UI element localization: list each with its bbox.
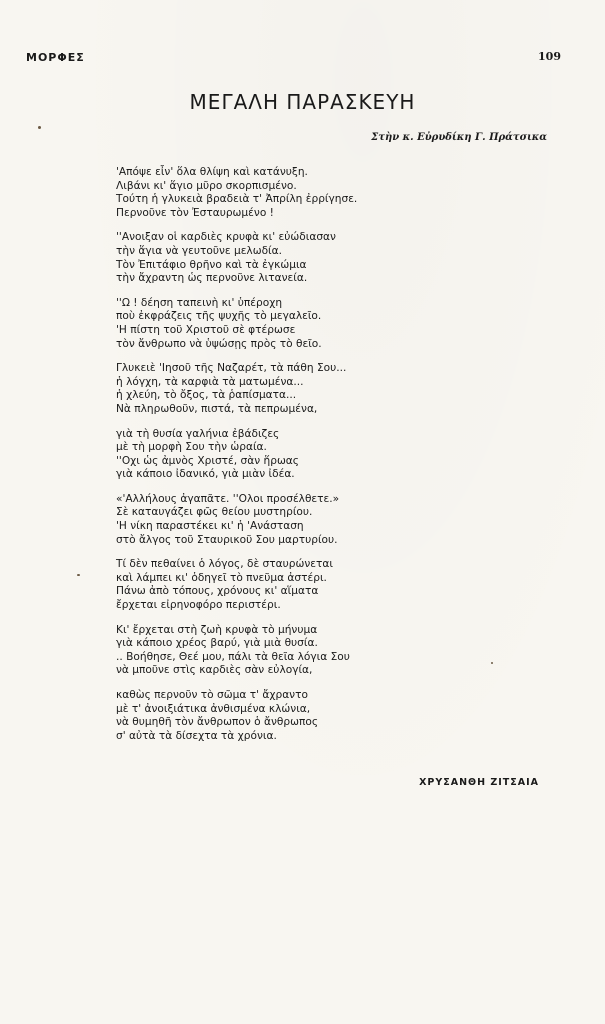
stanza [116,428,536,482]
stanza [116,558,536,612]
poem-line: ''Ω ! δέηση ταπεινὴ κι' ὑπέροχη [116,296,283,309]
poem-line: καθὼς περνοῦν τὸ σῶμα τ' ἄχραντο [116,689,308,701]
stanza [116,493,536,547]
stanza [116,689,536,743]
poem-line: Τὸν Ἐπιτάφιο θρῆνο καὶ τὰ ἐγκώμια [116,258,307,271]
stanza [116,362,536,416]
author-signature: ΧΡΥΣΑΝΘΗ ΖΙΤΣΑΙΑ [419,777,539,788]
poem-line: ἔρχεται εἰρηνοφόρο περιστέρι. [116,599,281,612]
poem-line: γιὰ κάποιο χρέος βαρύ, γιὰ μιὰ θυσία. [116,637,318,650]
poem-title [0,90,605,114]
poem-line: στὸ ἄλγος τοῦ Σταυρικοῦ Σου μαρτυρίου. [116,533,338,546]
poem-line: Κι' ἔρχεται στὴ ζωὴ κρυφὰ τὸ μήνυμα [116,623,318,636]
poem-line: Νὰ πληρωθοῦν, πιστά, τὰ πεπρωμένα, [116,402,318,415]
dedication: Στὴν κ. Εὐρυδίκη Γ. Πράτσικα [371,132,547,143]
stanza [116,166,536,220]
page-number: 109 [538,50,561,63]
magazine-name: ΜΟΡΦΕΣ [26,51,85,64]
poem-line: ἡ χλεύη, τὸ ὄξος, τὰ ῥαπίσματα... [116,389,297,402]
poem-line: γιὰ κάποιο ἰδανικό, γιὰ μιὰν ἰδέα. [116,468,295,481]
poem-line: μὲ τὴ μορφὴ Σου τὴν ὡραία. [116,441,267,454]
poem-line: Τούτη ἡ γλυκειὰ βραδειὰ τ' Ἀπρίλη ἐρρίγησε. [116,193,358,206]
poem-title-text: ΜΕΓΑΛΗ ΠΑΡΑΣΚΕΥΗ [189,90,416,114]
poem-line: τὴν ἅγια νὰ γευτοῦνε μελωδία. [116,244,282,257]
poem-line: «'Αλλήλους ἀγαπᾶτε. ''Ολοι προσέλθετε.» [116,492,340,505]
stanza [116,297,536,351]
poem-line: Λιβάνι κι' ἅγιο μῦρο σκορπισμένο. [116,179,297,192]
poem-line: μὲ τ' ἀνοιξιάτικα ἀνθισμένα κλώνια, [116,702,311,715]
poem-line: σ' αὐτὰ τὰ δίσεχτα τὰ χρόνια. [116,729,277,742]
poem-line: 'Η νίκη παραστέκει κι' ἡ 'Ανάσταση [116,520,304,533]
poem-line: ''Οχι ὡς ἀμνὸς Χριστέ, σὰν ἥρωας [116,454,300,467]
paper-speck [77,574,80,576]
paper-speck [491,662,493,664]
poem-line: Σὲ καταυγάζει φῶς θείου μυστηρίου. [116,506,313,519]
poem-line: γιὰ τὴ θυσία γαλήνια ἐβάδιζες [116,427,280,440]
poem-line: νὰ θυμηθῆ τὸν ἄνθρωπον ὁ ἄνθρωπος [116,716,319,729]
poem-line: ποὺ ἐκφράζεις τῆς ψυχῆς τὸ μεγαλεῖο. [116,310,322,323]
poem-line: τὴν ἄχραντη ὡς περνοῦνε λιτανεία. [116,272,308,285]
poem-body [116,166,536,754]
poem-line: ''Ανοιξαν οἱ καρδιὲς κρυφὰ κι' εὐώδιασαν [116,231,336,244]
poem-line: καὶ λάμπει κι' ὁδηγεῖ τὸ πνεῦμα ἀστέρι. [116,571,327,584]
poem-line: .. Βοήθησε, Θεέ μου, πάλι τὰ θεῖα λόγια Σου [116,650,350,663]
paper-speck [38,126,41,129]
poem-line: τὸν ἄνθρωπο νὰ ὑψώσῃς πρὸς τὸ θεῖο. [116,337,322,350]
poem-line: Τί δὲν πεθαίνει ὁ λόγος, δὲ σταυρώνεται [116,558,333,571]
poem-line: Περνοῦνε τὸν Ἐσταυρωμένο ! [116,206,274,219]
poem-line: Γλυκειὲ 'Ιησοῦ τῆς Ναζαρέτ, τὰ πάθη Σου... [116,362,347,375]
poem-line: 'Η πίστη τοῦ Χριστοῦ σὲ φτέρωσε [116,323,296,336]
poem-line: Πάνω ἀπὸ τόπους, χρόνους κι' αἵματα [116,585,319,598]
poem-line: νὰ μποῦνε στὶς καρδιὲς σὰν εὐλογία, [116,664,313,677]
poem-line: 'Απόψε εἶν' ὅλα θλίψη καὶ κατάνυξη. [116,166,308,178]
poem-line: ἡ λόγχη, τὰ καρφιὰ τὰ ματωμένα... [116,375,304,388]
stanza [116,231,536,285]
stanza [116,624,536,678]
